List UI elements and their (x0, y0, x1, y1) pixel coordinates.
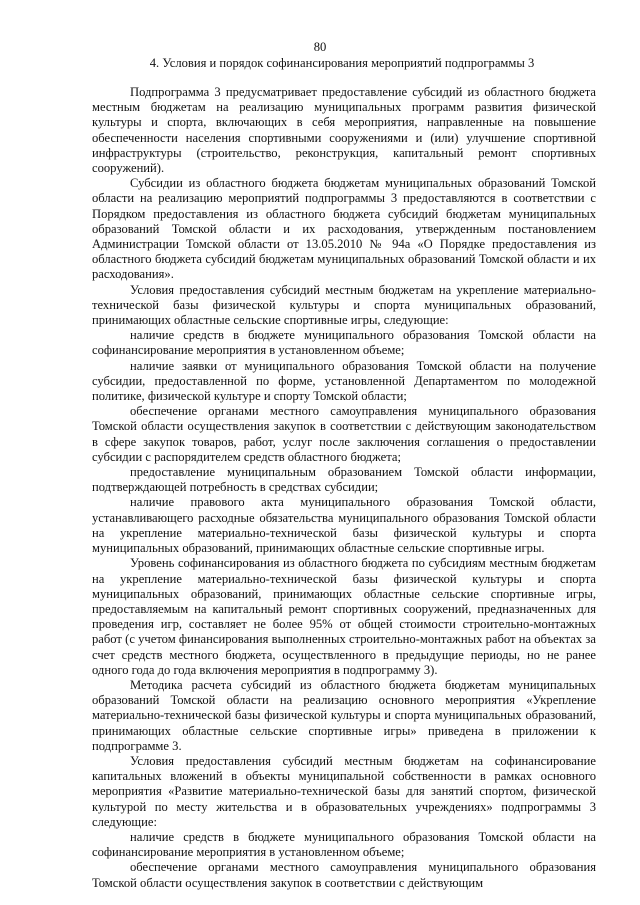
page-number: 80 (313, 40, 327, 54)
list-item: наличие заявки от муниципального образования Томской области на получение субсидии, предоставленной по форме, установленной Департаментом по молодежной политике, физической культуре и спорту Томской области; (92, 358, 596, 404)
paragraph: Условия предоставления субсидий местным бюджетам на софинансирование капитальных вложений в объекты муниципальной собственности в рамках основного мероприятия «Развитие материально-технической базы для занятий спортом, физической культурой по месту жительства и в образовательных учреждениях» подпрограммы 3 следующие: (92, 753, 596, 829)
list-item: обеспечение органами местного самоуправления муниципального образования Томской области осуществления закупок в соответствии с действующим законодательством в сфере закупок товаров, работ, услуг после заключения соглашения о предоставлении субсидии с распорядителем средств областного бюджета; (92, 404, 596, 464)
section-title: 4. Условия и порядок софинансирования мероприятий подпрограммы 3 (149, 56, 535, 70)
list-item: наличие правового акта муниципального образования Томской области, устанавливающего расходные обязательства муниципального образования Томской области на укрепление материально-технической базы физической культуры и спорта муниципальных образований, принимающих областные сельские спортивные игры. (92, 495, 596, 556)
paragraph: Подпрограмма 3 предусматривает предоставление субсидий из областного бюджета местным бюджетам на реализацию муниципальных программ развития физической культуры и спорта, включающих в себя мероприятия, направленные на повышение обеспеченности населения спортивными сооружениями и (или) улучшение спортивной инфраструктуры (строительство, реконструкция, капитальный ремонт спортивных сооружений). (92, 85, 596, 176)
paragraph: Субсидии из областного бюджета бюджетам муниципальных образований Томской области на реализацию мероприятий подпрограммы 3 предоставляются в соответствии с Порядком предоставления из областного бюджета субсидий бюджетам муниципальных образований Томской области и их расходования, утвержденным постановлением Администрации Томской области от 13.05.2010 № 94а «О Порядке предоставления из областного бюджета субсидий бюджетам муниципальных образований Томской области и их расходования». (92, 176, 596, 282)
list-item: наличие средств в бюджете муниципального образования Томской области на софинансирование мероприятия в установленном объеме; (92, 829, 596, 860)
list-item: наличие средств в бюджете муниципального образования Томской области на софинансирование мероприятия в установленном объеме; (92, 328, 596, 358)
list-item: обеспечение органами местного самоуправления муниципального образования Томской области осуществления закупок в соответствии с действующим (92, 860, 596, 890)
paragraph: Методика расчета субсидий из областного бюджета бюджетам муниципальных образований Томской области на реализацию основного мероприятия «Укрепление материально-технической базы физической культуры и спорта муниципальных образований, принимающих областные сельские спортивные игры» приведена в приложении к подпрограмме 3. (92, 677, 596, 753)
list-item: предоставление муниципальным образованием Томской области информации, подтверждающей потребность в средствах субсидии; (92, 465, 596, 495)
paragraph: Уровень софинансирования из областного бюджета по субсидиям местным бюджетам на укрепление материально-технической базы физической культуры и спорта муниципальных образований, принимающих областные сельские спортивные игры, предоставляемым на капитальный ремонт спортивных сооружений, предназначенных для проведения игр, составляет не более 95% от общей стоимости строительно-монтажных работ (с учетом финансирования выполненных строительно-монтажных работ на объектах за счет средств местного бюджета, осуществленного в предыдущие периоды, но не ранее одного года до года включения мероприятия в подпрограмму 3). (92, 556, 596, 677)
document-body (92, 85, 596, 891)
paragraph: Условия предоставления субсидий местным бюджетам на укрепление материально-технической базы физической культуры и спорта муниципальных образований, принимающих областные сельские спортивные игры, следующие: (92, 282, 596, 328)
